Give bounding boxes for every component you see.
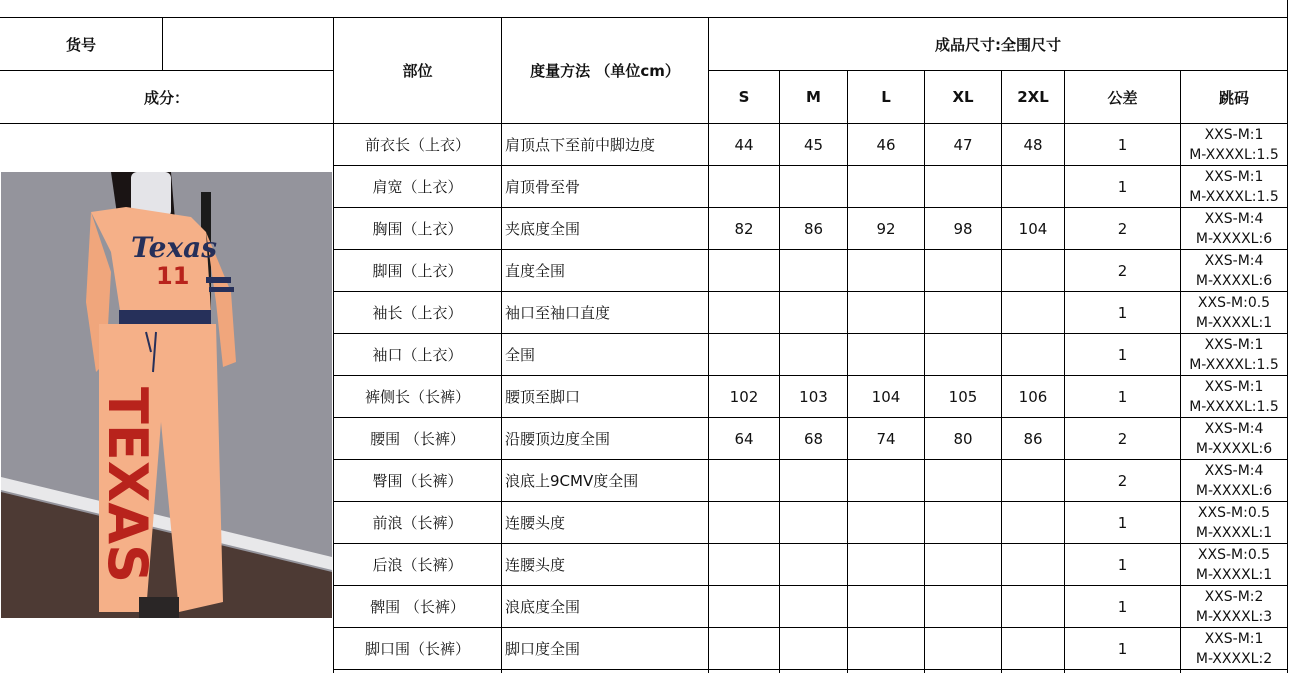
grade-line: M-XXXXL:1.5 bbox=[1189, 146, 1279, 163]
grade-line: XXS-M:1 bbox=[1204, 336, 1264, 353]
size-value-cell[interactable] bbox=[709, 166, 779, 207]
size-value-cell[interactable] bbox=[709, 334, 779, 375]
grade-cell[interactable] bbox=[1181, 628, 1287, 669]
grid-line bbox=[847, 70, 848, 673]
grid-line bbox=[779, 70, 780, 673]
tolerance-cell[interactable]: 1 bbox=[1117, 387, 1128, 406]
size-value-cell[interactable] bbox=[780, 586, 847, 627]
tolerance-cell[interactable]: 1 bbox=[1117, 345, 1128, 364]
tolerance-cell[interactable]: 2 bbox=[1117, 471, 1128, 490]
size-value-cell[interactable] bbox=[848, 250, 924, 291]
grade-cell[interactable] bbox=[1181, 502, 1287, 543]
size-value-cell[interactable] bbox=[848, 502, 924, 543]
size-value-cell[interactable] bbox=[709, 250, 779, 291]
shirt-text: Texas bbox=[131, 231, 218, 264]
grade-line: M-XXXXL:1.5 bbox=[1189, 398, 1279, 415]
method-cell[interactable]: 肩顶骨至骨 bbox=[505, 178, 581, 196]
size-value-cell[interactable]: 80 bbox=[953, 429, 973, 448]
grade-cell[interactable] bbox=[1181, 208, 1287, 249]
grade-line: XXS-M:1 bbox=[1204, 126, 1264, 143]
tolerance-cell[interactable]: 2 bbox=[1117, 261, 1128, 280]
grade-line: XXS-M:4 bbox=[1204, 462, 1264, 479]
size-value-cell[interactable] bbox=[848, 586, 924, 627]
grid-line bbox=[334, 459, 1288, 460]
size-value-cell[interactable] bbox=[848, 334, 924, 375]
grade-line: M-XXXXL:6 bbox=[1195, 482, 1273, 499]
size-value-cell[interactable] bbox=[780, 502, 847, 543]
grid-line bbox=[333, 17, 334, 673]
size-value-cell[interactable]: 47 bbox=[953, 135, 973, 154]
size-value-cell[interactable]: 68 bbox=[803, 429, 824, 448]
grid-line bbox=[334, 375, 1288, 376]
grade-cell[interactable] bbox=[1181, 334, 1287, 375]
grid-line bbox=[708, 17, 709, 673]
size-group-header: 成品尺寸:全围尺寸 bbox=[935, 35, 1061, 54]
part-cell[interactable]: 袖口（上衣） bbox=[372, 346, 463, 364]
grade-line: XXS-M:1 bbox=[1204, 378, 1264, 395]
grade-line: XXS-M:0.5 bbox=[1197, 294, 1271, 311]
grid-line bbox=[0, 123, 1288, 124]
grade-cell[interactable] bbox=[1181, 418, 1287, 459]
grid-line bbox=[1180, 70, 1181, 673]
size-value-cell[interactable] bbox=[1002, 586, 1064, 627]
tolerance-cell[interactable]: 1 bbox=[1117, 177, 1128, 196]
grade-cell[interactable] bbox=[1181, 460, 1287, 501]
grade-line: XXS-M:0.5 bbox=[1197, 504, 1271, 521]
method-cell[interactable]: 全围 bbox=[505, 346, 536, 364]
pants-text: TEXAS bbox=[96, 387, 159, 584]
size-value-cell[interactable] bbox=[848, 628, 924, 669]
grade-header: 跳码 bbox=[1218, 88, 1249, 107]
product-photo bbox=[1, 172, 332, 618]
size-value-cell[interactable]: 44 bbox=[734, 135, 754, 154]
size-value-cell[interactable] bbox=[780, 250, 847, 291]
size-value-cell[interactable] bbox=[925, 628, 1001, 669]
grade-line: M-XXXXL:6 bbox=[1195, 230, 1273, 247]
part-cell[interactable]: 髀围 （长裤） bbox=[370, 598, 465, 616]
size-value-cell[interactable] bbox=[709, 586, 779, 627]
part-cell[interactable]: 脚围（上衣） bbox=[372, 262, 463, 280]
size-header-s: S bbox=[738, 88, 750, 106]
grid-line bbox=[334, 501, 1288, 502]
size-value-cell[interactable] bbox=[1002, 334, 1064, 375]
grid-line bbox=[709, 70, 1288, 71]
method-header: 度量方法 （单位cm） bbox=[530, 62, 680, 80]
size-value-cell[interactable] bbox=[780, 334, 847, 375]
grade-line: M-XXXXL:3 bbox=[1195, 608, 1273, 625]
size-value-cell[interactable] bbox=[925, 292, 1001, 333]
grid-line bbox=[924, 70, 925, 673]
size-value-cell[interactable]: 74 bbox=[876, 429, 896, 448]
grade-cell[interactable] bbox=[1181, 292, 1287, 333]
size-value-cell[interactable] bbox=[780, 628, 847, 669]
grid-line bbox=[334, 669, 1288, 670]
size-value-cell[interactable] bbox=[925, 460, 1001, 501]
part-cell[interactable]: 脚口围（长裤） bbox=[364, 640, 470, 658]
grid-line bbox=[334, 249, 1288, 250]
grade-line: XXS-M:1 bbox=[1204, 630, 1264, 647]
grid-line bbox=[1001, 70, 1002, 673]
size-value-cell[interactable] bbox=[709, 628, 779, 669]
method-cell[interactable]: 直度全围 bbox=[505, 262, 566, 280]
part-cell[interactable]: 袖长（上衣） bbox=[372, 304, 463, 322]
size-value-cell[interactable] bbox=[709, 292, 779, 333]
size-header-l: L bbox=[881, 88, 891, 106]
grade-line: XXS-M:2 bbox=[1204, 588, 1264, 605]
grid-line bbox=[1287, 0, 1288, 673]
size-value-cell[interactable] bbox=[848, 460, 924, 501]
tolerance-cell[interactable]: 1 bbox=[1117, 513, 1128, 532]
size-header-m: M bbox=[806, 88, 821, 106]
grid-line bbox=[334, 207, 1288, 208]
part-cell[interactable]: 肩宽（上衣） bbox=[372, 178, 463, 196]
grade-line: M-XXXXL:6 bbox=[1195, 440, 1273, 457]
size-value-cell[interactable] bbox=[925, 334, 1001, 375]
grade-line: XXS-M:4 bbox=[1204, 420, 1264, 437]
size-value-cell[interactable] bbox=[780, 292, 847, 333]
size-value-cell[interactable] bbox=[709, 544, 779, 585]
part-cell[interactable]: 前衣长（上衣） bbox=[364, 136, 470, 154]
size-value-cell[interactable] bbox=[1002, 166, 1064, 207]
size-value-cell[interactable] bbox=[1002, 502, 1064, 543]
grid-line bbox=[334, 417, 1288, 418]
size-value-cell[interactable] bbox=[709, 460, 779, 501]
grade-line: XXS-M:0.5 bbox=[1197, 546, 1271, 563]
grid-line bbox=[0, 17, 1288, 18]
grade-line: M-XXXXL:1 bbox=[1195, 314, 1273, 331]
size-value-cell[interactable]: 92 bbox=[876, 219, 896, 238]
size-value-cell[interactable] bbox=[1002, 292, 1064, 333]
tolerance-cell[interactable]: 1 bbox=[1117, 597, 1128, 616]
grade-line: XXS-M:4 bbox=[1204, 210, 1264, 227]
size-value-cell[interactable]: 98 bbox=[953, 219, 973, 238]
size-value-cell[interactable] bbox=[1002, 250, 1064, 291]
shirt-number: 11 bbox=[156, 262, 190, 290]
method-cell[interactable]: 腰顶至脚口 bbox=[505, 388, 581, 406]
grid-line bbox=[501, 17, 502, 673]
grid-line bbox=[0, 70, 333, 71]
size-value-cell[interactable] bbox=[1002, 460, 1064, 501]
size-value-cell[interactable] bbox=[848, 544, 924, 585]
grade-cell[interactable] bbox=[1181, 124, 1287, 165]
size-value-cell[interactable] bbox=[925, 586, 1001, 627]
tolerance-cell[interactable]: 1 bbox=[1117, 555, 1128, 574]
size-value-cell[interactable] bbox=[848, 166, 924, 207]
tolerance-header: 公差 bbox=[1107, 88, 1138, 107]
size-value-cell[interactable] bbox=[925, 166, 1001, 207]
size-header-2xl: 2XL bbox=[1017, 88, 1049, 106]
size-value-cell[interactable]: 106 bbox=[1018, 387, 1048, 406]
size-value-cell[interactable]: 102 bbox=[729, 387, 759, 406]
size-value-cell[interactable]: 103 bbox=[799, 387, 828, 406]
grade-cell[interactable] bbox=[1181, 544, 1287, 585]
tolerance-cell[interactable]: 2 bbox=[1117, 429, 1128, 448]
size-value-cell[interactable]: 64 bbox=[734, 429, 754, 448]
composition-label: 成分： bbox=[143, 88, 189, 107]
method-cell[interactable]: 脚口度全围 bbox=[505, 640, 581, 658]
size-value-cell[interactable] bbox=[1002, 544, 1064, 585]
grid-line bbox=[334, 291, 1288, 292]
grid-line bbox=[334, 165, 1288, 166]
tolerance-cell[interactable]: 1 bbox=[1117, 135, 1128, 154]
grade-cell[interactable] bbox=[1181, 166, 1287, 207]
grid-line bbox=[1064, 70, 1065, 673]
size-value-cell[interactable] bbox=[780, 460, 847, 501]
grade-cell[interactable] bbox=[1181, 586, 1287, 627]
grade-line: XXS-M:4 bbox=[1204, 252, 1264, 269]
size-value-cell[interactable]: 105 bbox=[948, 387, 978, 406]
outfit-illustration bbox=[1, 172, 332, 618]
size-value-cell[interactable]: 48 bbox=[1023, 135, 1043, 154]
grade-line: XXS-M:1 bbox=[1204, 168, 1264, 185]
grid-line bbox=[334, 585, 1288, 586]
size-value-cell[interactable] bbox=[709, 502, 779, 543]
part-cell[interactable]: 后浪（长裤） bbox=[372, 556, 463, 574]
grade-line: M-XXXXL:1.5 bbox=[1189, 356, 1279, 373]
method-cell[interactable]: 浪底上9CMV度全围 bbox=[505, 472, 639, 490]
method-cell[interactable]: 肩顶点下至前中脚边度 bbox=[505, 136, 656, 154]
grade-line: M-XXXXL:1 bbox=[1195, 566, 1273, 583]
size-value-cell[interactable] bbox=[780, 166, 847, 207]
size-value-cell[interactable]: 46 bbox=[876, 135, 896, 154]
method-cell[interactable]: 连腰头度 bbox=[505, 556, 566, 574]
method-cell[interactable]: 袖口至袖口直度 bbox=[505, 304, 611, 322]
item-no-label: 货号 bbox=[65, 35, 96, 54]
size-value-cell[interactable] bbox=[925, 544, 1001, 585]
method-cell[interactable]: 浪底度全围 bbox=[505, 598, 581, 616]
grade-cell[interactable] bbox=[1181, 250, 1287, 291]
size-value-cell[interactable] bbox=[1002, 628, 1064, 669]
size-value-cell[interactable]: 104 bbox=[871, 387, 901, 406]
method-cell[interactable]: 沿腰顶边度全围 bbox=[505, 430, 611, 448]
grid-line bbox=[334, 543, 1288, 544]
size-header-xl: XL bbox=[952, 88, 974, 106]
grade-cell[interactable] bbox=[1181, 376, 1287, 417]
size-value-cell[interactable] bbox=[848, 292, 924, 333]
method-cell[interactable]: 夹底度全围 bbox=[505, 220, 581, 238]
part-cell[interactable]: 腰围 （长裤） bbox=[370, 430, 465, 448]
item-no-value[interactable] bbox=[163, 18, 333, 70]
size-value-cell[interactable]: 86 bbox=[1023, 429, 1043, 448]
tolerance-cell[interactable]: 2 bbox=[1117, 219, 1128, 238]
part-cell[interactable]: 胸围（上衣） bbox=[372, 220, 463, 238]
size-value-cell[interactable] bbox=[925, 502, 1001, 543]
size-value-cell[interactable]: 45 bbox=[803, 135, 824, 154]
size-value-cell[interactable]: 104 bbox=[1018, 219, 1048, 238]
part-cell[interactable]: 裤侧长（长裤） bbox=[364, 388, 470, 406]
grade-line: M-XXXXL:2 bbox=[1195, 650, 1273, 667]
grade-line: M-XXXXL:1.5 bbox=[1189, 188, 1279, 205]
size-value-cell[interactable]: 86 bbox=[803, 219, 824, 238]
size-value-cell[interactable] bbox=[925, 250, 1001, 291]
part-cell[interactable]: 前浪（长裤） bbox=[372, 514, 463, 532]
tolerance-cell[interactable]: 1 bbox=[1117, 303, 1128, 322]
grade-line: M-XXXXL:6 bbox=[1195, 272, 1273, 289]
grade-line: M-XXXXL:1 bbox=[1195, 524, 1273, 541]
grid-line bbox=[334, 333, 1288, 334]
tolerance-cell[interactable]: 1 bbox=[1117, 639, 1128, 658]
grid-line bbox=[162, 17, 163, 71]
method-cell[interactable]: 连腰头度 bbox=[505, 514, 566, 532]
size-value-cell[interactable] bbox=[780, 544, 847, 585]
grid-line bbox=[334, 627, 1288, 628]
part-cell[interactable]: 臀围（长裤） bbox=[372, 472, 463, 490]
size-value-cell[interactable]: 82 bbox=[734, 219, 754, 238]
part-header: 部位 bbox=[402, 62, 433, 80]
